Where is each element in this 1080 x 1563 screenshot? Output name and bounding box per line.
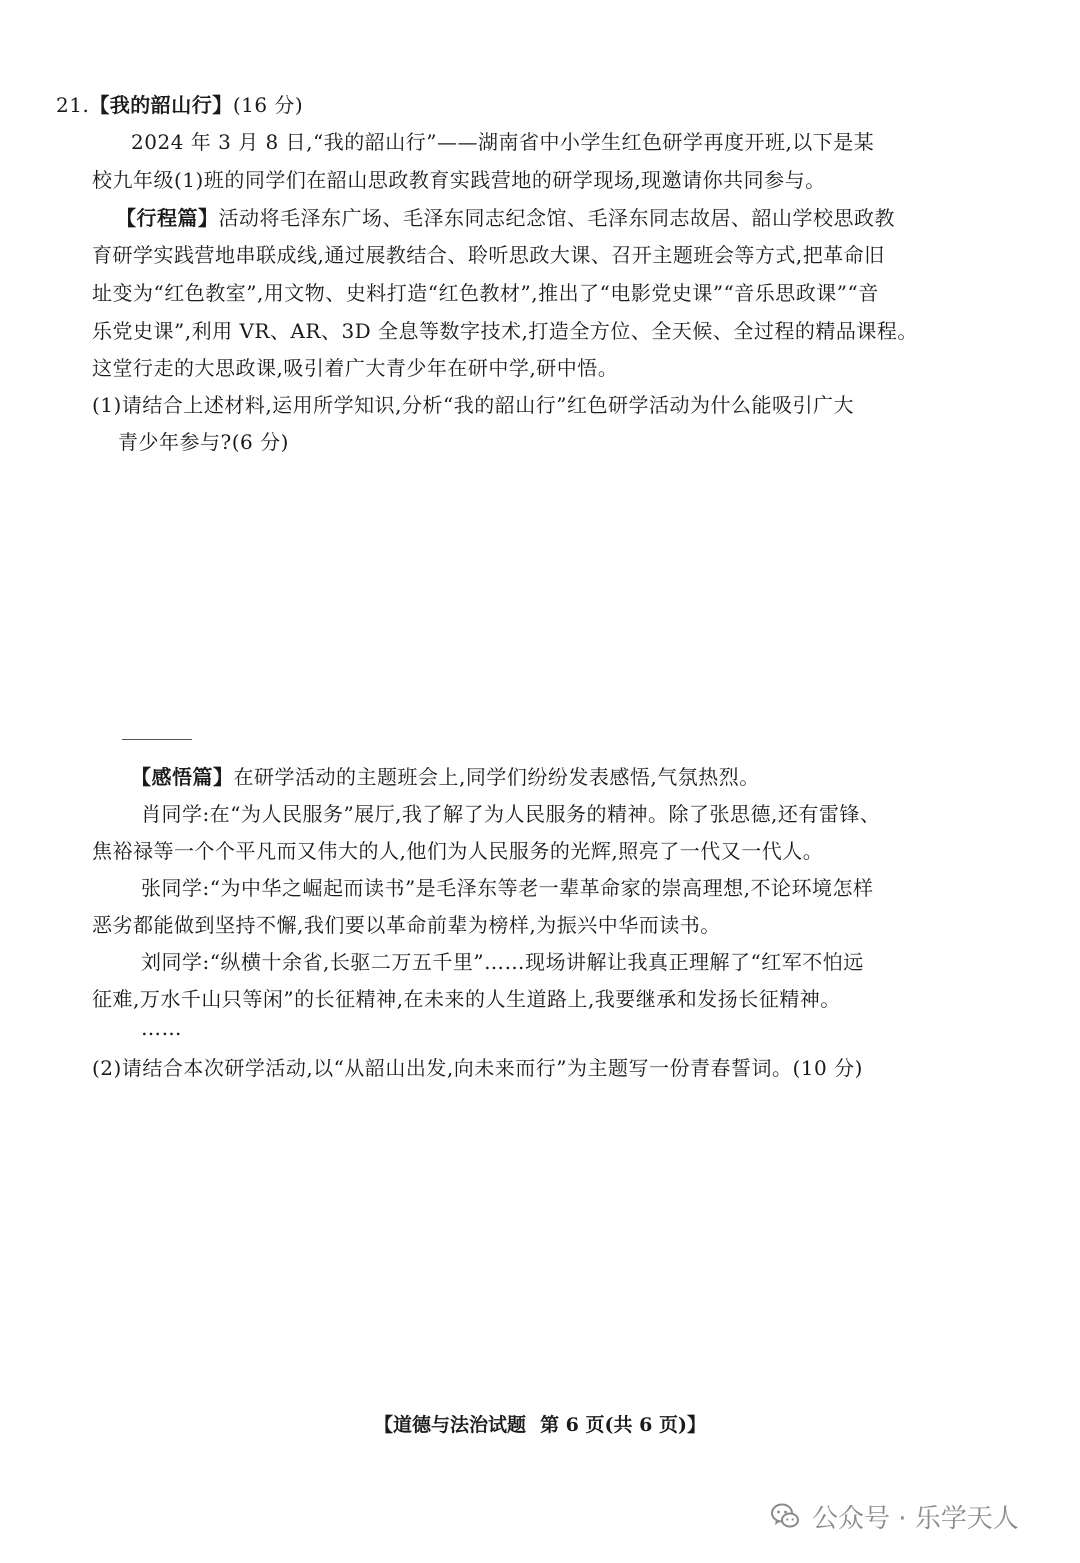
reflection-ellipsis: …… xyxy=(141,1016,182,1040)
liu-line-2: 征难,万水千山只等闲”的长征精神,在未来的人生道路上,我要继承和发扬长征精神。 xyxy=(92,987,841,1011)
question-header xyxy=(56,90,303,120)
zhang-line-1: 张同学:“为中华之崛起而读书”是毛泽东等老一辈革命家的崇高理想,不论环境怎样 xyxy=(141,876,874,900)
xiao-line-2: 焦裕禄等一个个平凡而又伟大的人,他们为人民服务的光辉,照亮了一代又一代人。 xyxy=(92,839,824,863)
page-footer xyxy=(0,1410,1080,1440)
intro-line-1: 2024 年 3 月 8 日,“我的韶山行”——湖南省中小学生红色研学再度开班,以下是某 xyxy=(131,130,875,154)
itinerary-line-3: 址变为“红色教室”,用文物、史料打造“红色教材”,推出了“电影党史课”“音乐思政课”“音 xyxy=(92,281,879,305)
question-score: (16 分) xyxy=(232,93,304,117)
itinerary-line-5: 这堂行走的大思政课,吸引着广大青少年在研中学,研中悟。 xyxy=(92,356,619,380)
watermark-text: 公众号 · 乐学天人 xyxy=(812,1503,1019,1534)
reflection-heading: 【感悟篇】 xyxy=(131,765,234,789)
question-title: 【我的韶山行】 xyxy=(89,93,233,117)
answer-area-divider xyxy=(122,739,192,740)
sub-question-1-line-1: (1)请结合上述材料,运用所学知识,分析“我的韶山行”红色研学活动为什么能吸引广大 xyxy=(92,393,854,417)
footer-subject: 【道德与法治试题 xyxy=(374,1414,527,1436)
sub-question-1-line-2: 青少年参与?(6 分) xyxy=(118,430,289,454)
itinerary-line-1 xyxy=(116,203,895,233)
sub-question-2: (2)请结合本次研学活动,以“从韶山出发,向未来而行”为主题写一份青春誓词。(10 分) xyxy=(92,1056,863,1080)
itinerary-line-4: 乐党史课”,利用 VR、AR、3D 全息等数字技术,打造全方位、全天候、全过程的精品课程。 xyxy=(92,319,918,343)
itinerary-heading: 【行程篇】 xyxy=(116,206,219,230)
itinerary-line-1-text: 活动将毛泽东广场、毛泽东同志纪念馆、毛泽东同志故居、韶山学校思政教 xyxy=(218,206,895,230)
liu-line-1: 刘同学:“纵横十余省,长驱二万五千里”……现场讲解让我真正理解了“红军不怕远 xyxy=(141,950,864,974)
footer-page-number: 第 6 页(共 6 页)】 xyxy=(540,1414,706,1436)
intro-line-2: 校九年级(1)班的同学们在韶山思政教育实践营地的研学现场,现邀请你共同参与。 xyxy=(92,168,826,192)
reflection-line-1 xyxy=(131,762,760,792)
watermark xyxy=(770,1494,1019,1538)
question-number: 21. xyxy=(56,93,90,117)
reflection-line-1-text: 在研学活动的主题班会上,同学们纷纷发表感悟,气氛热烈。 xyxy=(233,765,760,789)
zhang-line-2: 恶劣都能做到坚持不懈,我们要以革命前辈为榜样,为振兴中华而读书。 xyxy=(92,913,721,937)
xiao-line-1: 肖同学:在“为人民服务”展厅,我了解了为人民服务的精神。除了张思德,还有雷锋、 xyxy=(141,802,881,826)
wechat-icon xyxy=(770,1501,800,1531)
itinerary-line-2: 育研学实践营地串联成线,通过展教结合、聆听思政大课、召开主题班会等方式,把革命旧 xyxy=(92,243,885,267)
